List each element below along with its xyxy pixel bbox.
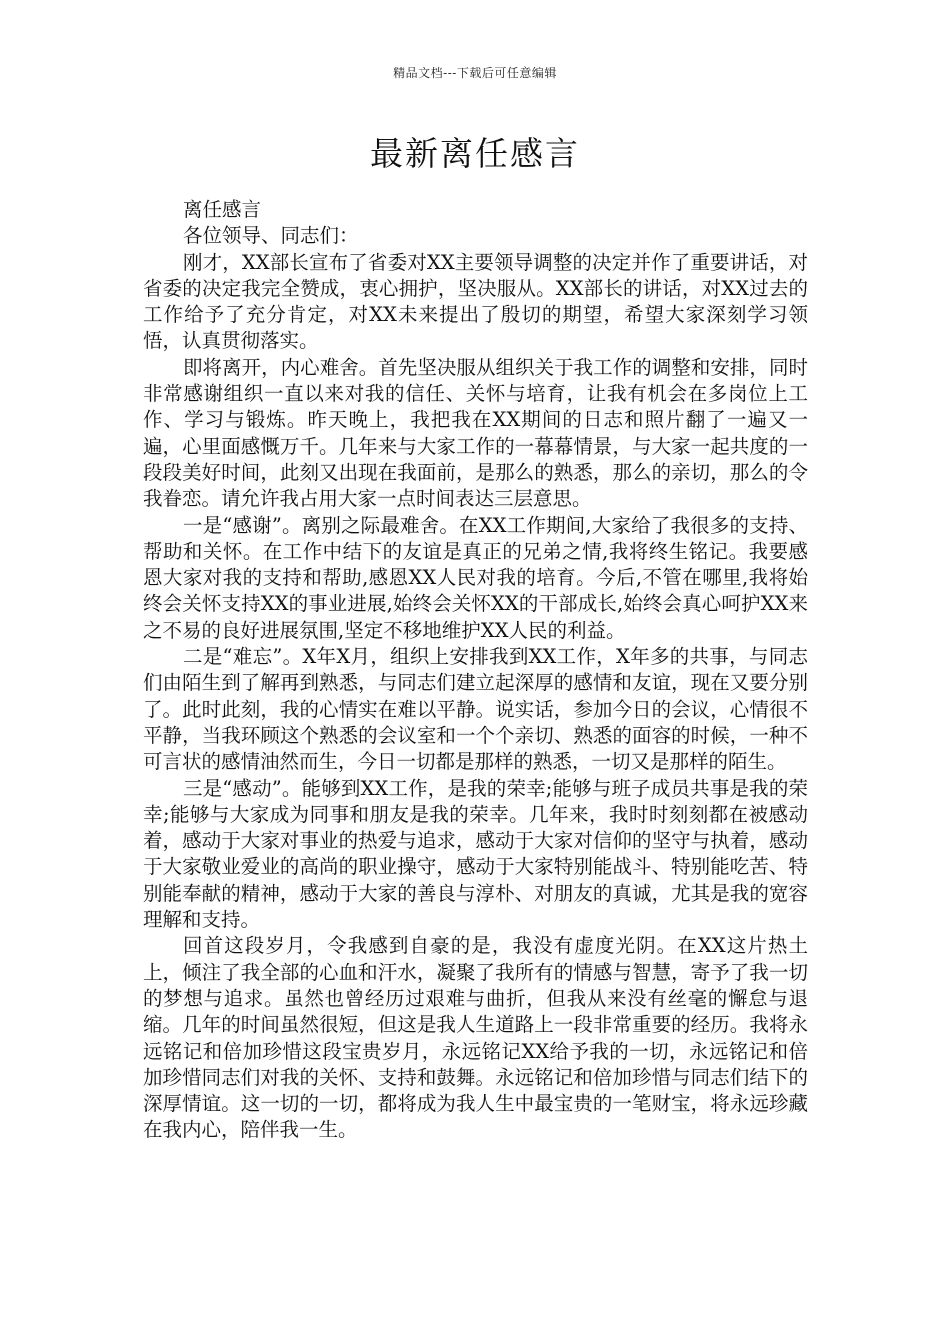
document-body [143, 197, 808, 1144]
paragraph-farewell: 即将离开，内心难舍。首先坚决服从组织关于我工作的调整和安排，同时非常感谢组织一直以来对我的信任、关怀与培育，让我有机会在多岗位上工作、学习与锻炼。昨天晚上，我把我在XX期间的日志和照片翻了一遍又一遍，心里面感慨万千。几年来与大家工作的一幕幕情景，与大家一起共度的一段段美好时间，此刻又出现在我面前，是那么的熟悉，那么的亲切，那么的令我眷恋。请允许我占用大家一点时间表达三层意思。 [143, 355, 808, 511]
paragraph-subtitle: 离任感言 [182, 198, 261, 221]
paragraph-thanks: 一是“感谢”。离别之际最难舍。在XX工作期间,大家给了我很多的支持、帮助和关怀。在工作中结下的友谊是真正的兄弟之情,我将终生铭记。我要感恩大家对我的支持和帮助,感恩XX人民对我的培育。今后,不管在哪里,我将始终会关怀支持XX的事业进展,始终会关怀XX的干部成长,始终会真心呵护XX来之不易的良好进展氛围,坚定不移地维护XX人民的利益。 [143, 513, 808, 642]
paragraph-memories: 二是“难忘”。X年X月，组织上安排我到XX工作，X年多的共事，与同志们由陌生到了解再到熟悉，与同志们建立起深厚的感情和友谊，现在又要分别了。此时此刻，我的心情实在难以平静。说实话，参加今日的会议，心情很不平静，当我环顾这个熟悉的会议室和一个个亲切、熟悉的面容的时候，一种不可言状的感情油然而生，今日一切都是那样的熟悉，一切又是那样的陌生。 [143, 645, 808, 774]
paragraph-salutation: 各位领导、同志们： [182, 224, 359, 248]
paragraph-moved: 三是“感动”。能够到XX工作，是我的荣幸;能够与班子成员共事是我的荣幸;能够与大家成为同事和朋友是我的荣幸。几年来，我时时刻刻都在被感动着，感动于大家对事业的热爱与追求，感动于大家对信仰的坚守与执着，感动于大家敬业爱业的高尚的职业操守，感动于大家特别能战斗、特别能吃苦、特别能奉献的精神，感动于大家的善良与淳朴、对朋友的真诚，尤其是我的宽容理解和支持。 [143, 776, 808, 932]
header-note: 精品文档---下载后可任意编辑 [393, 66, 557, 80]
paragraph-opening: 刚才，XX部长宣布了省委对XX主要领导调整的决定并作了重要讲话，对省委的决定我完全赞成，衷心拥护，坚决服从。XX部长的讲话，对XX过去的工作给予了充分肯定，对XX未来提出了殷切的期望，希望大家深刻学习领悟，认真贯彻落实。 [143, 250, 808, 353]
document-title: 最新离任感言 [370, 134, 580, 173]
paragraph-retrospect: 回首这段岁月，令我感到自豪的是，我没有虚度光阴。在XX这片热土上，倾注了我全部的心血和汗水，凝聚了我所有的情感与智慧，寄予了我一切的梦想与追求。虽然也曾经历过艰难与曲折，但我从来没有丝毫的懈怠与退缩。几年的时间虽然很短，但这是我人生道路上一段非常重要的经历。我将永远铭记和倍加珍惜这段宝贵岁月，永远铭记XX给予我的一切，永远铭记和倍加珍惜同志们对我的关怀、支持和鼓舞。永远铭记和倍加珍惜与同志们结下的深厚情谊。这一切的一切，都将成为我人生中最宝贵的一笔财宝，将永远珍藏在我内心，陪伴我一生。 [143, 934, 808, 1142]
